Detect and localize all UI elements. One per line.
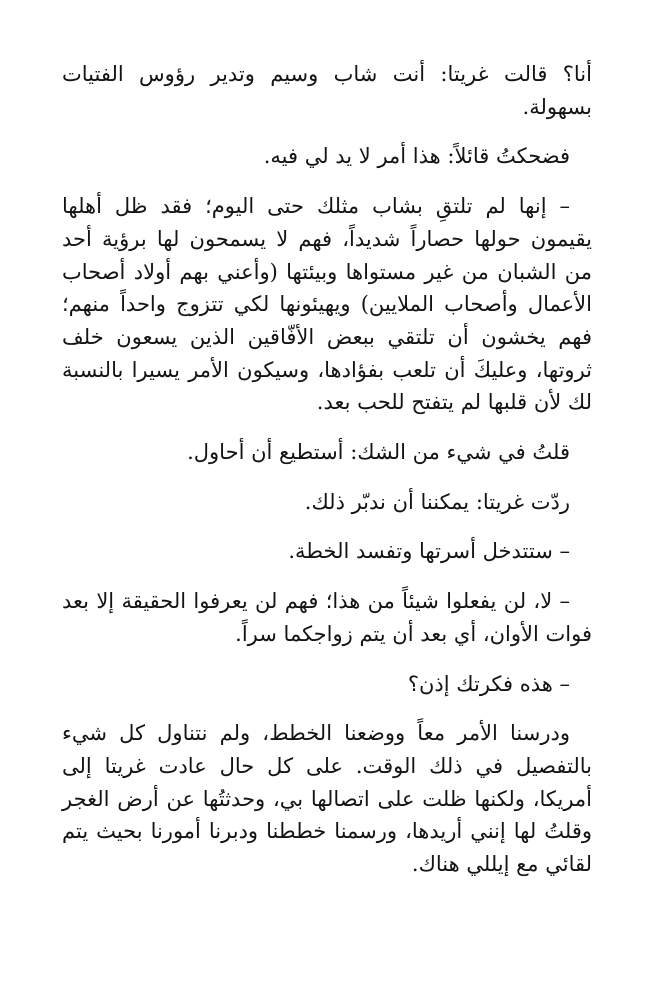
paragraph-never-met: – إنها لم تلتقِ بشاب مثلك حتى اليوم؛ فقد ظل أهلها يقيمون حولها حصاراً شديداً، فهم لا يسمحون لها برؤية أحد من الشبان من غير مستواها وبيئتها (وأعني بهم أولاد أصحاب الأعمال وأصحاب الملايين) ويهيئونها لكي تتزوج واحداً منهم؛ فهم يخشون أن تلتقي ببعض الأفّاقين الذين يسعون خلف ثروتها، وعليكَ أن تلعب بفؤادها، وسيكون الأمر يسيرا بالنسبة لك لأن قلبها لم يتفتح للحب بعد. [62, 194, 592, 415]
paragraph-family-interfere: – ستتدخل أسرتها وتفسد الخطة. [288, 539, 570, 564]
paragraph-can-try: قلتُ في شيء من الشك: أستطيع أن أحاول. [187, 440, 570, 465]
paragraph-secret-marriage: – لا، لن يفعلوا شيئاً من هذا؛ فهم لن يعرفوا الحقيقة إلا بعد فوات الأوان، أي بعد أن يتم زواجكما سراً. [62, 589, 592, 646]
paragraph-your-idea: – هذه فكرتك إذن؟ [407, 671, 570, 696]
paragraph-can-arrange: ردّت غريتا: يمكننا أن ندبّر ذلك. [304, 489, 570, 514]
paragraph-laughed: فضحكتُ قائلاً: هذا أمر لا يد لي فيه. [263, 144, 570, 169]
paragraph-greta-handsome: أنا؟ قالت غريتا: أنت شاب وسيم وتدير رؤوس الفتيات بسهولة. [62, 62, 592, 119]
book-page [62, 58, 592, 898]
paragraph-plans: ودرسنا الأمر معاً ووضعنا الخطط، ولم نتناول كل شيء بالتفصيل في ذلك الوقت. على كل حال عادت غريتا إلى أمريكا، ولكنها ظلت على اتصالها بي، وحدثتُها عن أرض الغجر وقلتُ لها إنني أريدها، ورسمنا خططنا ودبرنا أمورنا بحيث يتم لقائي مع إيللي هناك. [62, 721, 592, 877]
